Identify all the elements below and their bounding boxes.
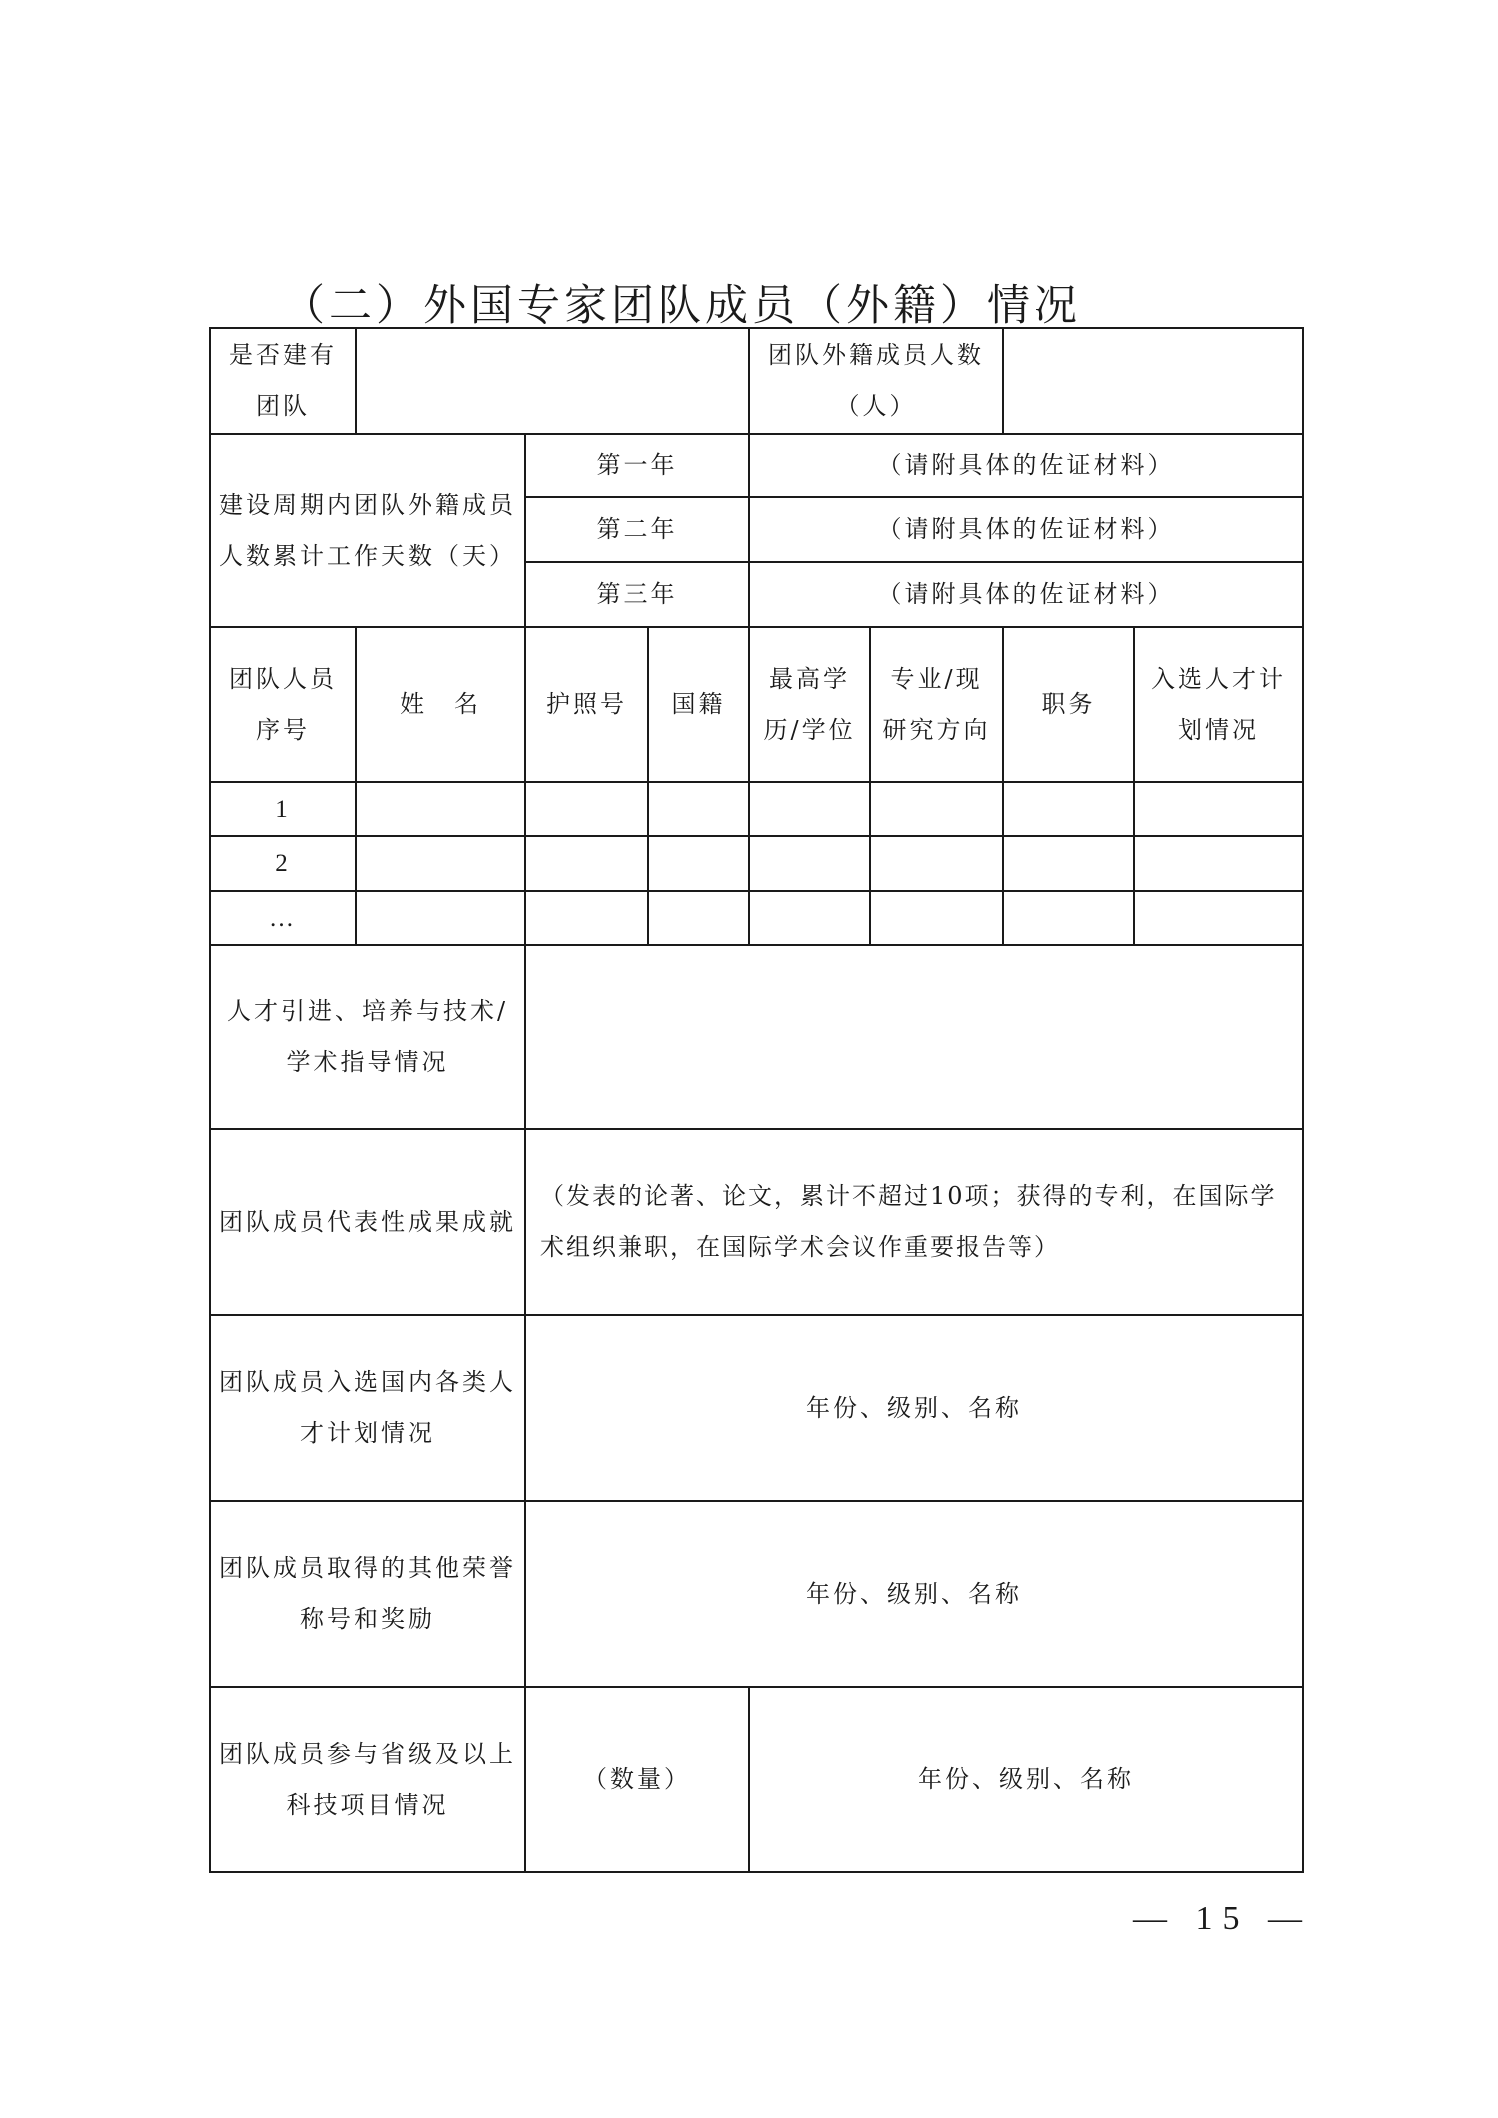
column-header: 专业/现研究方向 [870,627,1003,782]
domestic-talent-row [210,1315,1303,1501]
member-cell[interactable] [1134,836,1303,891]
member-cell[interactable] [870,836,1003,891]
member-row [210,782,1303,836]
column-header: 国籍 [648,627,749,782]
honors-row [210,1501,1303,1687]
foreign-count-field[interactable] [1003,328,1303,434]
projects-field[interactable]: 年份、级别、名称 [749,1687,1303,1872]
page-number: — 15 — [1133,1900,1312,1937]
member-cell[interactable] [749,782,870,836]
member-cell[interactable] [648,891,749,945]
year-label: 第三年 [525,562,749,627]
projects-row [210,1687,1303,1872]
member-row [210,891,1303,945]
domestic-talent-label: 团队成员入选国内各类人才计划情况 [210,1315,525,1501]
foreign-count-label: 团队外籍成员人数（人） [749,328,1003,434]
year-label: 第一年 [525,434,749,497]
member-header-row [210,627,1303,782]
year-value-field[interactable]: （请附具体的佐证材料） [749,434,1303,497]
member-cell[interactable] [870,891,1003,945]
member-row [210,836,1303,891]
talent-intro-field[interactable] [525,945,1303,1129]
member-row-number: … [210,891,356,945]
year-value-field[interactable]: （请附具体的佐证材料） [749,562,1303,627]
has-team-field[interactable] [356,328,749,434]
projects-count-field[interactable]: （数量） [525,1687,749,1872]
member-cell[interactable] [356,782,525,836]
member-row-number: 2 [210,836,356,891]
member-cell[interactable] [525,782,648,836]
column-header: 团队人员序号 [210,627,356,782]
member-cell[interactable] [648,782,749,836]
foreign-team-form-table [209,327,1304,1873]
member-cell[interactable] [356,836,525,891]
honors-label: 团队成员取得的其他荣誉称号和奖励 [210,1501,525,1687]
domestic-talent-field[interactable]: 年份、级别、名称 [525,1315,1303,1501]
member-cell[interactable] [870,782,1003,836]
year-value-field[interactable]: （请附具体的佐证材料） [749,497,1303,562]
projects-label: 团队成员参与省级及以上科技项目情况 [210,1687,525,1872]
has-team-label: 是否建有团队 [210,328,356,434]
member-cell[interactable] [525,836,648,891]
achievements-row [210,1129,1303,1315]
member-cell[interactable] [525,891,648,945]
honors-field[interactable]: 年份、级别、名称 [525,1501,1303,1687]
member-cell[interactable] [648,836,749,891]
column-header: 最高学历/学位 [749,627,870,782]
year-row [210,434,1303,497]
member-cell[interactable] [356,891,525,945]
member-cell[interactable] [1003,782,1134,836]
talent-intro-row [210,945,1303,1129]
column-header: 入选人才计划情况 [1134,627,1303,782]
member-cell[interactable] [1134,891,1303,945]
achievements-field[interactable]: （发表的论著、论文，累计不超过10项；获得的专利，在国际学术组织兼职，在国际学术会议作重要报告等） [525,1129,1303,1315]
column-header: 职务 [1003,627,1134,782]
member-cell[interactable] [749,891,870,945]
year-label: 第二年 [525,497,749,562]
talent-intro-label: 人才引进、培养与技术/学术指导情况 [210,945,525,1129]
member-cell[interactable] [1003,836,1134,891]
section-heading: （二）外国专家团队成员（外籍）情况 [282,281,1081,331]
member-cell[interactable] [749,836,870,891]
member-cell[interactable] [1003,891,1134,945]
team-info-row [210,328,1303,434]
member-row-number: 1 [210,782,356,836]
member-cell[interactable] [1134,782,1303,836]
column-header: 护照号 [525,627,648,782]
workdays-label: 建设周期内团队外籍成员人数累计工作天数（天） [210,434,525,627]
column-header: 姓 名 [356,627,525,782]
achievements-label: 团队成员代表性成果成就 [210,1129,525,1315]
